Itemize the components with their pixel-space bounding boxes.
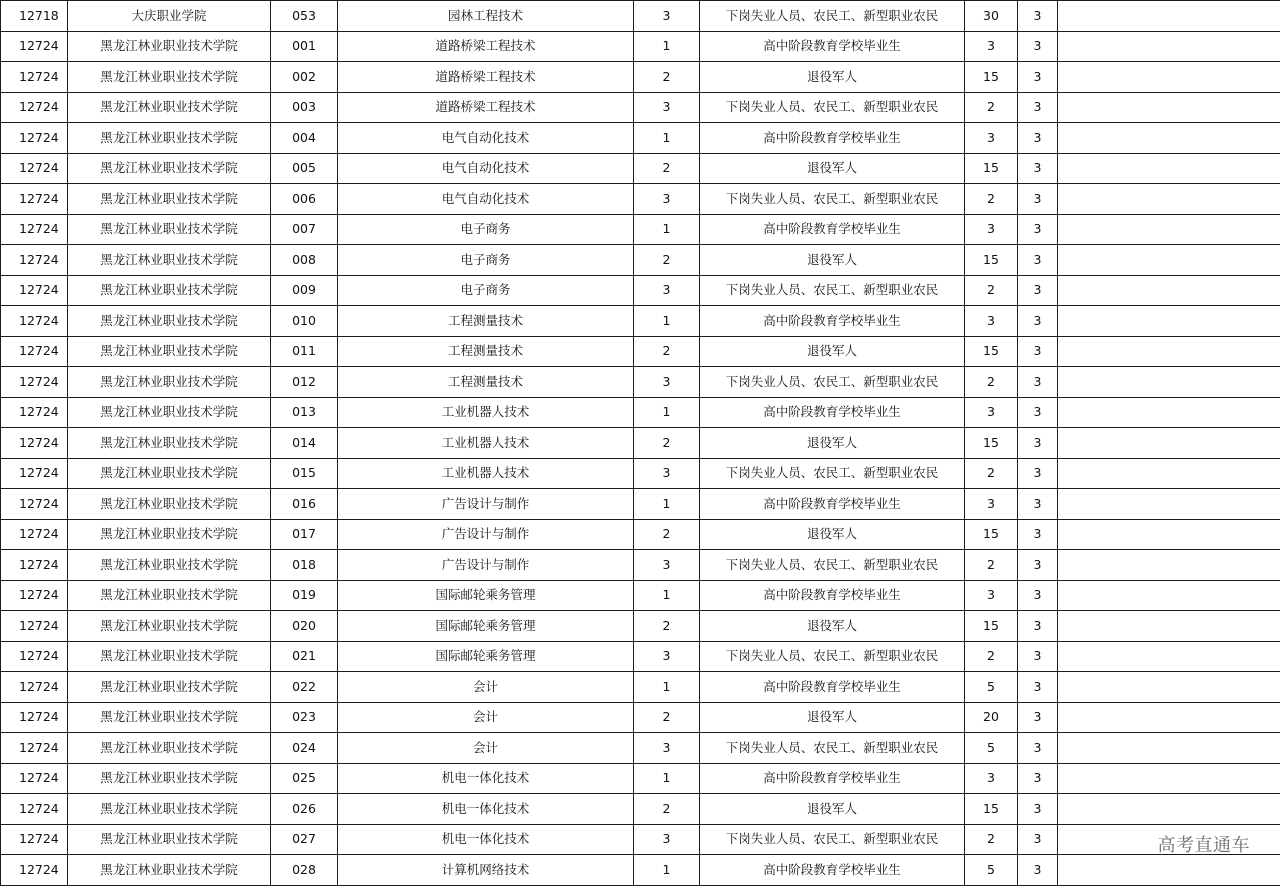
enrollment-count-cell: 15	[965, 62, 1018, 93]
major-code-cell: 024	[271, 733, 338, 764]
major-name-cell: 计算机网络技术	[338, 855, 634, 886]
school-name-cell: 黑龙江林业职业技术学院	[68, 824, 271, 855]
school-name-cell: 黑龙江林业职业技术学院	[68, 519, 271, 550]
duration-cell: 3	[1018, 458, 1058, 489]
school-code-cell: 12724	[1, 855, 68, 886]
school-code-cell: 12724	[1, 672, 68, 703]
major-name-cell: 会计	[338, 702, 634, 733]
table-row	[1, 672, 1280, 703]
duration-cell: 3	[1018, 824, 1058, 855]
table-row	[1, 184, 1280, 215]
major-name-cell: 电子商务	[338, 214, 634, 245]
major-code-cell: 006	[271, 184, 338, 215]
school-name-cell: 黑龙江林业职业技术学院	[68, 397, 271, 428]
major-name-cell: 电气自动化技术	[338, 123, 634, 154]
enrollment-count-cell: 2	[965, 458, 1018, 489]
major-name-cell: 工业机器人技术	[338, 397, 634, 428]
table-row	[1, 245, 1280, 276]
enrollment-count-cell: 3	[965, 31, 1018, 62]
applicant-category-cell: 下岗失业人员、农民工、新型职业农民	[700, 733, 965, 764]
major-code-cell: 010	[271, 306, 338, 337]
table-body	[1, 1, 1280, 886]
school-code-cell: 12724	[1, 184, 68, 215]
applicant-category-cell: 高中阶段教育学校毕业生	[700, 489, 965, 520]
school-code-cell: 12724	[1, 336, 68, 367]
enrollment-count-cell: 2	[965, 367, 1018, 398]
school-name-cell: 黑龙江林业职业技术学院	[68, 855, 271, 886]
major-code-cell: 012	[271, 367, 338, 398]
duration-cell: 3	[1018, 1, 1058, 32]
plan-type-cell: 2	[634, 611, 700, 642]
plan-type-cell: 1	[634, 672, 700, 703]
duration-cell: 3	[1018, 489, 1058, 520]
duration-cell: 3	[1018, 31, 1058, 62]
remarks-cell	[1058, 672, 1280, 703]
plan-type-cell: 1	[634, 580, 700, 611]
enrollment-count-cell: 2	[965, 184, 1018, 215]
school-name-cell: 黑龙江林业职业技术学院	[68, 62, 271, 93]
duration-cell: 3	[1018, 428, 1058, 459]
plan-type-cell: 3	[634, 641, 700, 672]
major-name-cell: 国际邮轮乘务管理	[338, 641, 634, 672]
school-name-cell: 黑龙江林业职业技术学院	[68, 458, 271, 489]
school-code-cell: 12724	[1, 519, 68, 550]
duration-cell: 3	[1018, 519, 1058, 550]
major-name-cell: 国际邮轮乘务管理	[338, 580, 634, 611]
remarks-cell	[1058, 702, 1280, 733]
major-code-cell: 001	[271, 31, 338, 62]
duration-cell: 3	[1018, 62, 1058, 93]
major-code-cell: 020	[271, 611, 338, 642]
remarks-cell	[1058, 153, 1280, 184]
applicant-category-cell: 下岗失业人员、农民工、新型职业农民	[700, 550, 965, 581]
applicant-category-cell: 高中阶段教育学校毕业生	[700, 763, 965, 794]
duration-cell: 3	[1018, 641, 1058, 672]
major-code-cell: 022	[271, 672, 338, 703]
table-row	[1, 763, 1280, 794]
applicant-category-cell: 高中阶段教育学校毕业生	[700, 672, 965, 703]
school-code-cell: 12724	[1, 123, 68, 154]
major-name-cell: 电子商务	[338, 275, 634, 306]
enrollment-count-cell: 20	[965, 702, 1018, 733]
enrollment-count-cell: 5	[965, 672, 1018, 703]
major-name-cell: 工程测量技术	[338, 336, 634, 367]
applicant-category-cell: 退役军人	[700, 702, 965, 733]
school-name-cell: 黑龙江林业职业技术学院	[68, 672, 271, 703]
school-name-cell: 黑龙江林业职业技术学院	[68, 794, 271, 825]
enrollment-count-cell: 2	[965, 641, 1018, 672]
major-name-cell: 广告设计与制作	[338, 550, 634, 581]
major-name-cell: 广告设计与制作	[338, 519, 634, 550]
major-name-cell: 机电一体化技术	[338, 763, 634, 794]
remarks-cell	[1058, 855, 1280, 886]
enrollment-count-cell: 15	[965, 519, 1018, 550]
table-row	[1, 733, 1280, 764]
remarks-cell	[1058, 245, 1280, 276]
plan-type-cell: 2	[634, 245, 700, 276]
applicant-category-cell: 下岗失业人员、农民工、新型职业农民	[700, 1, 965, 32]
enrollment-count-cell: 2	[965, 824, 1018, 855]
duration-cell: 3	[1018, 550, 1058, 581]
school-name-cell: 黑龙江林业职业技术学院	[68, 611, 271, 642]
major-code-cell: 025	[271, 763, 338, 794]
enrollment-count-cell: 15	[965, 611, 1018, 642]
remarks-cell	[1058, 214, 1280, 245]
enrollment-count-cell: 3	[965, 763, 1018, 794]
major-name-cell: 电子商务	[338, 245, 634, 276]
school-code-cell: 12724	[1, 702, 68, 733]
major-name-cell: 工程测量技术	[338, 306, 634, 337]
applicant-category-cell: 高中阶段教育学校毕业生	[700, 31, 965, 62]
applicant-category-cell: 退役军人	[700, 245, 965, 276]
applicant-category-cell: 退役军人	[700, 428, 965, 459]
enrollment-count-cell: 3	[965, 123, 1018, 154]
plan-type-cell: 2	[634, 519, 700, 550]
school-code-cell: 12724	[1, 62, 68, 93]
school-name-cell: 黑龙江林业职业技术学院	[68, 367, 271, 398]
major-name-cell: 道路桥梁工程技术	[338, 31, 634, 62]
enrollment-count-cell: 15	[965, 428, 1018, 459]
remarks-cell	[1058, 794, 1280, 825]
remarks-cell	[1058, 62, 1280, 93]
school-name-cell: 黑龙江林业职业技术学院	[68, 702, 271, 733]
plan-type-cell: 1	[634, 306, 700, 337]
school-code-cell: 12724	[1, 214, 68, 245]
plan-type-cell: 2	[634, 428, 700, 459]
major-name-cell: 机电一体化技术	[338, 824, 634, 855]
school-name-cell: 黑龙江林业职业技术学院	[68, 489, 271, 520]
major-name-cell: 道路桥梁工程技术	[338, 92, 634, 123]
school-code-cell: 12724	[1, 763, 68, 794]
major-name-cell: 工业机器人技术	[338, 458, 634, 489]
major-name-cell: 道路桥梁工程技术	[338, 62, 634, 93]
table-row	[1, 92, 1280, 123]
duration-cell: 3	[1018, 306, 1058, 337]
major-code-cell: 007	[271, 214, 338, 245]
plan-type-cell: 2	[634, 336, 700, 367]
applicant-category-cell: 下岗失业人员、农民工、新型职业农民	[700, 367, 965, 398]
school-name-cell: 黑龙江林业职业技术学院	[68, 550, 271, 581]
table-row	[1, 611, 1280, 642]
applicant-category-cell: 退役军人	[700, 794, 965, 825]
applicant-category-cell: 高中阶段教育学校毕业生	[700, 397, 965, 428]
major-code-cell: 016	[271, 489, 338, 520]
duration-cell: 3	[1018, 733, 1058, 764]
enrollment-count-cell: 5	[965, 855, 1018, 886]
school-code-cell: 12724	[1, 794, 68, 825]
school-name-cell: 黑龙江林业职业技术学院	[68, 92, 271, 123]
enrollment-count-cell: 2	[965, 92, 1018, 123]
school-name-cell: 黑龙江林业职业技术学院	[68, 184, 271, 215]
remarks-cell	[1058, 336, 1280, 367]
remarks-cell	[1058, 611, 1280, 642]
applicant-category-cell: 高中阶段教育学校毕业生	[700, 123, 965, 154]
remarks-cell	[1058, 733, 1280, 764]
duration-cell: 3	[1018, 336, 1058, 367]
plan-type-cell: 2	[634, 794, 700, 825]
school-code-cell: 12724	[1, 275, 68, 306]
remarks-cell	[1058, 397, 1280, 428]
major-code-cell: 018	[271, 550, 338, 581]
school-code-cell: 12724	[1, 611, 68, 642]
remarks-cell	[1058, 641, 1280, 672]
table-row	[1, 367, 1280, 398]
table-row	[1, 824, 1280, 855]
plan-type-cell: 1	[634, 763, 700, 794]
plan-type-cell: 2	[634, 153, 700, 184]
major-code-cell: 009	[271, 275, 338, 306]
plan-type-cell: 2	[634, 62, 700, 93]
school-name-cell: 黑龙江林业职业技术学院	[68, 306, 271, 337]
applicant-category-cell: 退役军人	[700, 62, 965, 93]
table-row	[1, 31, 1280, 62]
table-row	[1, 275, 1280, 306]
duration-cell: 3	[1018, 611, 1058, 642]
applicant-category-cell: 高中阶段教育学校毕业生	[700, 214, 965, 245]
major-name-cell: 园林工程技术	[338, 1, 634, 32]
major-code-cell: 021	[271, 641, 338, 672]
remarks-cell	[1058, 92, 1280, 123]
school-name-cell: 黑龙江林业职业技术学院	[68, 428, 271, 459]
school-code-cell: 12724	[1, 92, 68, 123]
school-code-cell: 12724	[1, 489, 68, 520]
enrollment-count-cell: 3	[965, 214, 1018, 245]
major-code-cell: 005	[271, 153, 338, 184]
duration-cell: 3	[1018, 367, 1058, 398]
major-code-cell: 027	[271, 824, 338, 855]
plan-type-cell: 1	[634, 31, 700, 62]
remarks-cell	[1058, 489, 1280, 520]
major-name-cell: 电气自动化技术	[338, 153, 634, 184]
school-code-cell: 12724	[1, 31, 68, 62]
enrollment-count-cell: 15	[965, 153, 1018, 184]
major-code-cell: 004	[271, 123, 338, 154]
major-code-cell: 023	[271, 702, 338, 733]
school-name-cell: 黑龙江林业职业技术学院	[68, 641, 271, 672]
applicant-category-cell: 下岗失业人员、农民工、新型职业农民	[700, 641, 965, 672]
school-name-cell: 黑龙江林业职业技术学院	[68, 336, 271, 367]
duration-cell: 3	[1018, 855, 1058, 886]
applicant-category-cell: 下岗失业人员、农民工、新型职业农民	[700, 458, 965, 489]
remarks-cell	[1058, 763, 1280, 794]
remarks-cell	[1058, 580, 1280, 611]
remarks-cell	[1058, 123, 1280, 154]
table-row	[1, 336, 1280, 367]
major-name-cell: 电气自动化技术	[338, 184, 634, 215]
major-code-cell: 003	[271, 92, 338, 123]
school-name-cell: 黑龙江林业职业技术学院	[68, 733, 271, 764]
watermark-text: 高考直通车	[1157, 835, 1250, 856]
enrollment-count-cell: 2	[965, 550, 1018, 581]
major-name-cell: 工程测量技术	[338, 367, 634, 398]
school-name-cell: 黑龙江林业职业技术学院	[68, 580, 271, 611]
plan-type-cell: 3	[634, 733, 700, 764]
enrollment-count-cell: 30	[965, 1, 1018, 32]
school-code-cell: 12724	[1, 428, 68, 459]
duration-cell: 3	[1018, 153, 1058, 184]
remarks-cell	[1058, 428, 1280, 459]
major-code-cell: 011	[271, 336, 338, 367]
enrollment-count-cell: 3	[965, 580, 1018, 611]
major-code-cell: 013	[271, 397, 338, 428]
plan-type-cell: 3	[634, 184, 700, 215]
school-code-cell: 12724	[1, 641, 68, 672]
applicant-category-cell: 下岗失业人员、农民工、新型职业农民	[700, 275, 965, 306]
table-row	[1, 458, 1280, 489]
major-code-cell: 017	[271, 519, 338, 550]
duration-cell: 3	[1018, 245, 1058, 276]
school-name-cell: 黑龙江林业职业技术学院	[68, 123, 271, 154]
duration-cell: 3	[1018, 794, 1058, 825]
table-row	[1, 62, 1280, 93]
enrollment-count-cell: 2	[965, 275, 1018, 306]
duration-cell: 3	[1018, 92, 1058, 123]
school-code-cell: 12724	[1, 733, 68, 764]
enrollment-count-cell: 15	[965, 245, 1018, 276]
duration-cell: 3	[1018, 672, 1058, 703]
table-row	[1, 397, 1280, 428]
plan-type-cell: 1	[634, 123, 700, 154]
table-row	[1, 855, 1280, 886]
major-name-cell: 国际邮轮乘务管理	[338, 611, 634, 642]
school-code-cell: 12718	[1, 1, 68, 32]
major-code-cell: 015	[271, 458, 338, 489]
school-name-cell: 黑龙江林业职业技术学院	[68, 153, 271, 184]
major-code-cell: 053	[271, 1, 338, 32]
plan-type-cell: 2	[634, 702, 700, 733]
duration-cell: 3	[1018, 184, 1058, 215]
major-code-cell: 028	[271, 855, 338, 886]
major-name-cell: 工业机器人技术	[338, 428, 634, 459]
school-name-cell: 黑龙江林业职业技术学院	[68, 275, 271, 306]
school-name-cell: 黑龙江林业职业技术学院	[68, 245, 271, 276]
duration-cell: 3	[1018, 580, 1058, 611]
remarks-cell	[1058, 275, 1280, 306]
table-row	[1, 153, 1280, 184]
remarks-cell	[1058, 519, 1280, 550]
table-row	[1, 641, 1280, 672]
table-row	[1, 306, 1280, 337]
plan-type-cell: 1	[634, 489, 700, 520]
major-name-cell: 广告设计与制作	[338, 489, 634, 520]
plan-type-cell: 3	[634, 275, 700, 306]
duration-cell: 3	[1018, 397, 1058, 428]
applicant-category-cell: 下岗失业人员、农民工、新型职业农民	[700, 184, 965, 215]
major-name-cell: 机电一体化技术	[338, 794, 634, 825]
remarks-cell	[1058, 306, 1280, 337]
plan-type-cell: 3	[634, 550, 700, 581]
school-name-cell: 黑龙江林业职业技术学院	[68, 763, 271, 794]
school-code-cell: 12724	[1, 367, 68, 398]
school-code-cell: 12724	[1, 458, 68, 489]
plan-type-cell: 3	[634, 1, 700, 32]
school-code-cell: 12724	[1, 153, 68, 184]
school-code-cell: 12724	[1, 550, 68, 581]
duration-cell: 3	[1018, 275, 1058, 306]
school-code-cell: 12724	[1, 580, 68, 611]
enrollment-count-cell: 3	[965, 489, 1018, 520]
enrollment-count-cell: 3	[965, 397, 1018, 428]
remarks-cell	[1058, 184, 1280, 215]
plan-type-cell: 1	[634, 855, 700, 886]
major-name-cell: 会计	[338, 733, 634, 764]
major-code-cell: 026	[271, 794, 338, 825]
applicant-category-cell: 高中阶段教育学校毕业生	[700, 580, 965, 611]
applicant-category-cell: 高中阶段教育学校毕业生	[700, 855, 965, 886]
plan-type-cell: 3	[634, 92, 700, 123]
table-row	[1, 428, 1280, 459]
table-row	[1, 702, 1280, 733]
remarks-cell	[1058, 367, 1280, 398]
duration-cell: 3	[1018, 702, 1058, 733]
table-row	[1, 519, 1280, 550]
plan-type-cell: 3	[634, 458, 700, 489]
school-code-cell: 12724	[1, 397, 68, 428]
school-name-cell: 黑龙江林业职业技术学院	[68, 31, 271, 62]
table-row	[1, 1, 1280, 32]
table-row	[1, 489, 1280, 520]
applicant-category-cell: 退役军人	[700, 336, 965, 367]
applicant-category-cell: 下岗失业人员、农民工、新型职业农民	[700, 92, 965, 123]
enrollment-count-cell: 15	[965, 336, 1018, 367]
table-row	[1, 794, 1280, 825]
applicant-category-cell: 下岗失业人员、农民工、新型职业农民	[700, 824, 965, 855]
enrollment-count-cell: 15	[965, 794, 1018, 825]
enrollment-count-cell: 5	[965, 733, 1018, 764]
plan-type-cell: 1	[634, 397, 700, 428]
plan-type-cell: 3	[634, 367, 700, 398]
school-name-cell: 黑龙江林业职业技术学院	[68, 214, 271, 245]
school-code-cell: 12724	[1, 245, 68, 276]
remarks-cell	[1058, 550, 1280, 581]
plan-type-cell: 1	[634, 214, 700, 245]
remarks-cell	[1058, 458, 1280, 489]
duration-cell: 3	[1018, 214, 1058, 245]
applicant-category-cell: 退役军人	[700, 611, 965, 642]
applicant-category-cell: 退役军人	[700, 153, 965, 184]
table-row	[1, 214, 1280, 245]
remarks-cell	[1058, 31, 1280, 62]
major-name-cell: 会计	[338, 672, 634, 703]
remarks-cell	[1058, 1, 1280, 32]
major-code-cell: 014	[271, 428, 338, 459]
table-row	[1, 123, 1280, 154]
school-code-cell: 12724	[1, 824, 68, 855]
plan-type-cell: 3	[634, 824, 700, 855]
table-row	[1, 580, 1280, 611]
table-row	[1, 550, 1280, 581]
major-code-cell: 002	[271, 62, 338, 93]
school-code-cell: 12724	[1, 306, 68, 337]
applicant-category-cell: 退役军人	[700, 519, 965, 550]
major-code-cell: 019	[271, 580, 338, 611]
enrollment-count-cell: 3	[965, 306, 1018, 337]
applicant-category-cell: 高中阶段教育学校毕业生	[700, 306, 965, 337]
duration-cell: 3	[1018, 763, 1058, 794]
duration-cell: 3	[1018, 123, 1058, 154]
school-name-cell: 大庆职业学院	[68, 1, 271, 32]
major-code-cell: 008	[271, 245, 338, 276]
